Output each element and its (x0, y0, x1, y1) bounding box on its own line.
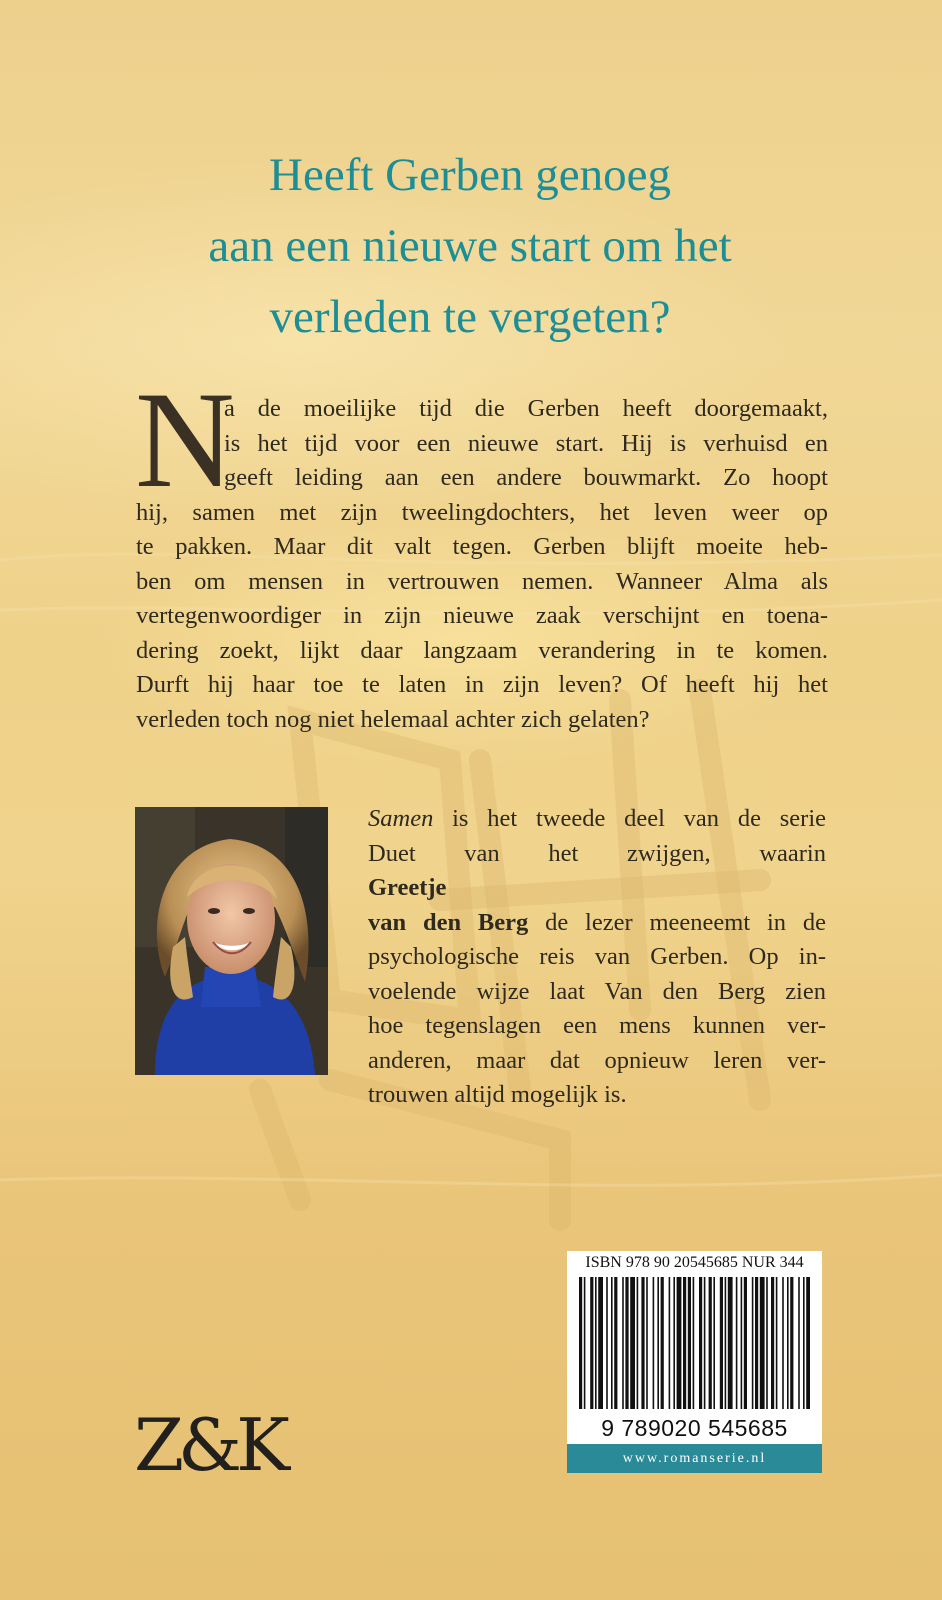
synopsis-line: vertegenwoordiger in zijn nieuwe zaak verschijnt en toena- (136, 602, 828, 629)
barcode-icon (579, 1277, 810, 1417)
headline (110, 140, 830, 353)
author-blurb-line: hoe tegenslagen een mens kunnen ver- (368, 1012, 826, 1039)
svg-text:Z&K: Z&K (134, 1403, 284, 1487)
publisher-logo (134, 1400, 294, 1490)
author-blurb-line (368, 802, 826, 837)
synopsis-text (135, 363, 828, 737)
barcode-panel (567, 1251, 822, 1444)
website-url: www.romanserie.nl (567, 1444, 822, 1473)
synopsis-line: te pakken. Maar dit valt tegen. Gerben blijft moeite heb- (136, 533, 828, 560)
headline-line: aan een nieuwe start om het (208, 220, 732, 272)
author-blurb-line (368, 906, 826, 941)
synopsis-line: hij, samen met zijn tweelingdochters, het leven weer op (136, 498, 828, 526)
author-blurb-line: voelende wijze laat Van den Berg zien (368, 977, 826, 1005)
barcode-digits: 9 789020 545685 (601, 1415, 788, 1441)
synopsis-line: geeft leiding aan een andere bouwmarkt. Zo hoopt (224, 464, 828, 491)
isbn-label: ISBN 978 90 20545685 NUR 344 (585, 1254, 804, 1271)
author-blurb-line: Duet van het zwijgen, waarin (368, 839, 826, 867)
author-name: Greetje (368, 874, 447, 901)
book-title: Samen (368, 805, 434, 832)
synopsis-line: verleden toch nog niet helemaal achter zich gelaten? (136, 705, 650, 733)
author-blurb-line (368, 871, 826, 906)
synopsis-line: dering zoekt, lijkt daar langzaam verandering in te komen. (136, 636, 828, 664)
headline-line: verleden te vergeten? (269, 291, 671, 343)
synopsis-line: ben om mensen in vertrouwen nemen. Wanneer Alma als (136, 567, 828, 595)
author-blurb-text: de lezer meeneemt in de (528, 908, 827, 936)
publisher-logo-mark (134, 1400, 294, 1490)
headline-line: Heeft Gerben genoeg (269, 149, 671, 201)
author-blurb-line: trouwen altijd mogelijk is. (368, 1081, 627, 1108)
author-blurb (368, 802, 826, 1113)
author-blurb-line: psychologische reis van Gerben. Op in- (368, 943, 826, 970)
author-blurb-line: anderen, maar dat opnieuw leren ver- (368, 1046, 826, 1074)
author-blurb-text: is het tweede deel van de serie (433, 805, 826, 832)
synopsis-line: is het tijd voor een nieuwe start. Hij is verhuisd en (224, 429, 828, 457)
drop-cap: N (135, 363, 235, 516)
author-name: van den Berg (368, 908, 529, 936)
synopsis-line: Durft hij haar toe te laten in zijn leven? Of heeft hij het (136, 671, 828, 698)
author-photo (135, 807, 328, 1075)
synopsis-line: a de moeilijke tijd die Gerben heeft doorgemaakt, (224, 395, 828, 422)
